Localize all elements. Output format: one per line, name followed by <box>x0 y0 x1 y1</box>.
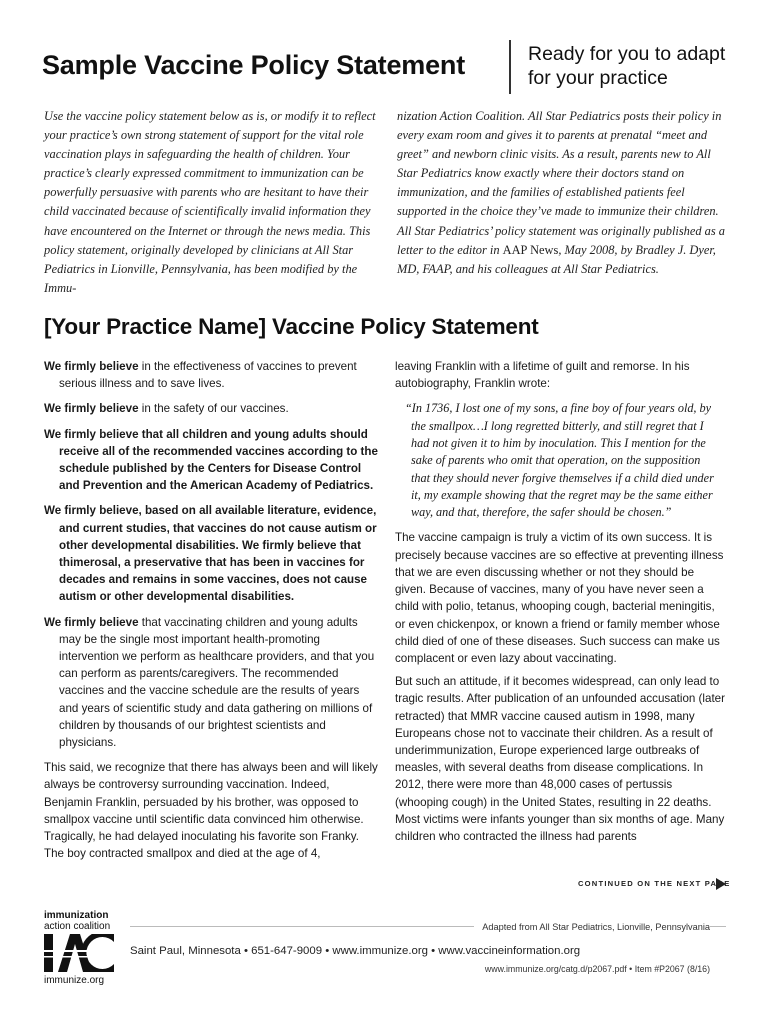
belief-importance <box>44 614 378 752</box>
section-title: [Your Practice Name] Vaccine Policy Statement <box>44 314 539 339</box>
intro-paragraph-left: Use the vaccine policy statement below as is, or modify it to reflect your practice’s own strong statement of support for the vital role vaccination plays in safeguarding the health of children. Your practice’s clearly expressed commitment to immunization can be powerfully persuasive with parents who are hesitant to have their child vaccinated because of scientifically invalid information they have encountered on the Internet or through the news media. This policy statement, originally developed by clinicians at All Star Pediatrics in Lionville, Pennsylvania, has been modified by the Immu- <box>44 109 376 295</box>
continued-notice: CONTINUED ON THE NEXT PAGE <box>578 879 731 888</box>
belief-schedule: We firmly believe that all children and young adults should receive all of the recommended vaccines according to the schedule published by the Centers for Disease Control and Prevention and the American Academy of Pediatrics. <box>44 427 378 493</box>
header-tagline <box>528 42 725 90</box>
left-column <box>44 358 378 868</box>
iac-logo-icon <box>44 934 116 972</box>
publication-name: AAP News <box>502 242 559 257</box>
contact-info: Saint Paul, Minnesota • 651-647-9009 • www.immunize.org • www.vaccineinformation.org <box>130 945 581 957</box>
belief-lead: We firmly believe <box>44 615 139 629</box>
header-divider <box>509 40 511 94</box>
intro-right-text-a: nization Action Coalition. All Star Pediatrics posts their policy in every exam room and gives it to parents at prenatal “meet and greet” and newborn clinic visits. As a result, parents new to All Star Pediatrics know exactly where their doctors stand on immunization, and the families of established patients feel supported in the choice they’ve made to immunize their children. All Star Pediatrics’ policy statement was originally published as a letter to the editor in <box>397 109 725 257</box>
franklin-paragraph: This said, we recognize that there has always been and will likely always be controversy surrounding vaccination. Indeed, Benjamin Franklin, persuaded by his brother, was opposed to smallpox vaccine until scientific data convinced him otherwise. Tragically, he had delayed inoculating his favorite son Franky. The boy contracted smallpox and died at the age of 4, <box>44 761 378 861</box>
arrow-right-icon <box>716 878 726 890</box>
underimmunization-paragraph: But such an attitude, if it becomes widespread, can only lead to tragic results. After publication of an unfounded accusation (later retracted) that MMR vaccine caused autism in 1998, many Europeans chose not to vaccinate their children. As a result of underimmunization, Europe experienced large outbreaks of measles, with several deaths from disease complications. In 2012, there were more than 48,000 cases of pertussis (whooping cough) in the United States, resulting in 22 deaths. Most victims were infants younger than six months of age. Many children who contracted the illness had parents <box>395 675 725 843</box>
item-code: www.immunize.org/catg.d/p2067.pdf • Item #P2067 (8/16) <box>484 964 710 974</box>
belief-safety <box>44 400 378 417</box>
tagline-line-2: for your practice <box>528 67 668 89</box>
intro-paragraph-right <box>397 107 725 279</box>
intro-right-text-b: , May 2008, by Bradley J. Dyer, MD, FAAP, and his colleagues at All Star Pediatrics. <box>397 242 716 276</box>
belief-lead: We firmly believe <box>44 360 139 373</box>
belief-text: in the effectiveness of vaccines to prevent serious illness and to save lives. <box>59 360 357 391</box>
belief-effectiveness <box>44 358 378 392</box>
vaccine-success-paragraph: The vaccine campaign is truly a victim of its own success. It is precisely because vaccines are so effective at preventing illness that we are even discussing whether or not they should be given. Because of vaccines, many of you have never seen a child with polio, tetanus, whooping cough, bacterial meningitis, or even chickenpox, or known a friend or family member whose child died of one of these diseases. Such success can make us complacent or even lazy about vaccinating. <box>395 531 724 665</box>
belief-text: in the safety of our vaccines. <box>138 402 289 416</box>
page-title: Sample Vaccine Policy Statement <box>42 50 465 80</box>
belief-lead: We firmly believe <box>44 402 139 416</box>
adapted-credit: Adapted from All Star Pediatrics, Lionville, Pennsylvania <box>474 922 710 932</box>
franklin-continued: leaving Franklin with a lifetime of guilt and remorse. In his autobiography, Franklin wrote: <box>395 360 690 391</box>
logo-text-line-2: action coalition <box>44 921 111 932</box>
franklin-quote: “In 1736, I lost one of my sons, a fine boy of four years old, by the smallpox…I long regretted bitterly, and still regret that I had not given it to him by inoculation. This I mention for the sake of parents who omit that operation, on the supposition that they should never forgive themselves if a child died under it, my example showing that the regret may be the same either way, and that, therefore, the safer should be chosen.” <box>405 401 714 520</box>
tagline-line-1: Ready for you to adapt <box>528 43 726 65</box>
right-column <box>395 358 725 851</box>
page-header <box>42 40 732 96</box>
belief-autism: We firmly believe, based on all available literature, evidence, and current studies, that vaccines do not cause autism or other developmental disabilities. We firmly believe that thimerosal, a preservative that has been in vaccines for decades and remains in some vaccines, does not cause autism or other developmental disabilities. <box>44 504 377 604</box>
logo-text-line-1: immunization <box>44 910 109 921</box>
belief-text: that vaccinating children and young adults may be the single most important health-promoting intervention we perform as healthcare providers, and that you can perform as parents/caregivers. The recommended vaccines and the vaccine schedule are the results of years and years of scientific study and data gathering on millions of children by thousands of our brightest scientists and physicians. <box>59 615 375 750</box>
logo-url: immunize.org <box>44 975 105 986</box>
